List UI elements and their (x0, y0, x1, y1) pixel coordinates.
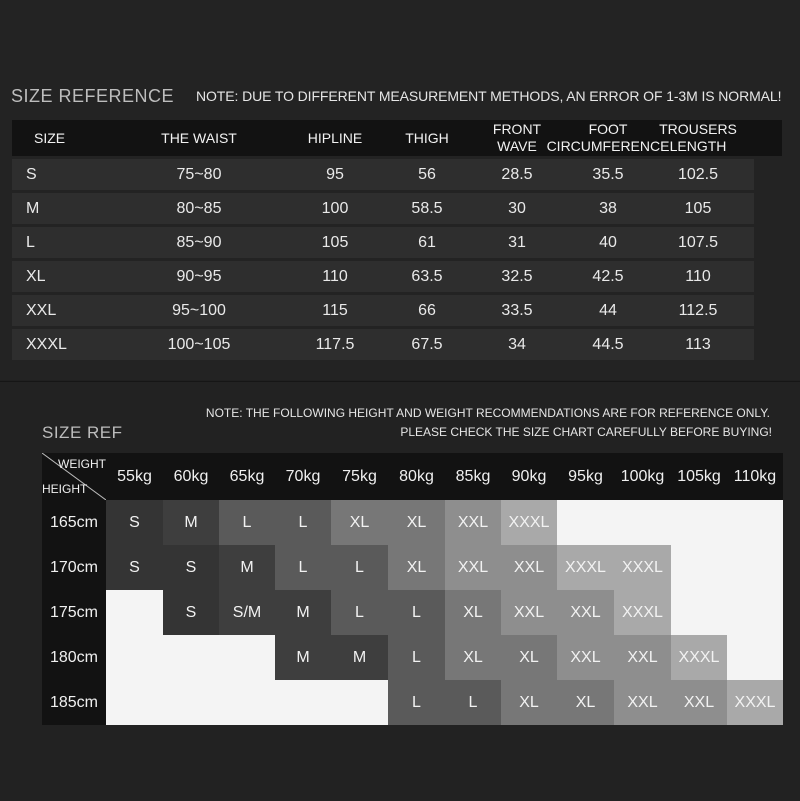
size-table-row (12, 329, 754, 360)
weight-header-cell: 65kg (219, 453, 275, 500)
size-grid-cell: XXXL (614, 545, 671, 590)
size-grid-cell: L (331, 545, 388, 590)
size-table-cell: 61 (418, 234, 436, 251)
empty-grid-cell (671, 590, 727, 635)
size-grid-cell: L (331, 590, 388, 635)
size-grid-cell: XXL (671, 680, 727, 725)
weight-header-cell: 70kg (275, 453, 331, 500)
size-table-cell: 100~105 (167, 336, 231, 353)
size-table-row (12, 159, 754, 190)
size-grid-cell: XXL (445, 545, 501, 590)
empty-grid-cell (331, 680, 388, 725)
size-table-cell: XXXL (26, 336, 67, 353)
empty-grid-cell (671, 545, 727, 590)
size-table-row (12, 295, 754, 326)
recommendation-note-line2: PLEASE CHECK THE SIZE CHART CAREFULLY BEFORE BUYING! (400, 425, 772, 439)
size-grid-cell: XL (445, 590, 501, 635)
height-header-cell: 185cm (42, 680, 106, 725)
size-table-cell: 63.5 (411, 268, 443, 285)
height-weight-grid (42, 453, 782, 725)
size-grid-cell: XXL (501, 545, 557, 590)
size-table-row (12, 227, 754, 258)
size-grid-cell: S (106, 500, 163, 545)
empty-grid-cell (219, 680, 275, 725)
weight-header-cell: 90kg (501, 453, 557, 500)
size-grid-cell: M (331, 635, 388, 680)
weight-header-cell: 55kg (106, 453, 163, 500)
size-table-cell: 44 (599, 302, 617, 319)
size-grid-cell: M (219, 545, 275, 590)
size-table-header-cell: HIPLINE (307, 129, 363, 146)
size-table-header-cell: FRONT WAVE (492, 121, 542, 154)
size-grid-cell: XL (388, 545, 445, 590)
height-header-cell: 170cm (42, 545, 106, 590)
size-grid-cell: XXL (614, 635, 671, 680)
empty-grid-cell (671, 500, 727, 545)
size-table-cell: 113 (685, 336, 711, 353)
empty-grid-cell (727, 590, 783, 635)
empty-grid-cell (727, 635, 783, 680)
size-grid-cell: XXXL (671, 635, 727, 680)
size-table-cell: 117.5 (315, 336, 355, 353)
size-grid-cell: XXL (614, 680, 671, 725)
size-table-cell: 33.5 (501, 302, 533, 319)
size-grid-cell: S (106, 545, 163, 590)
empty-grid-cell (219, 635, 275, 680)
size-grid-cell: M (275, 590, 331, 635)
size-grid-cell: S (163, 590, 219, 635)
size-grid-cell: L (445, 680, 501, 725)
height-header-cell: 165cm (42, 500, 106, 545)
size-table-cell: 95 (326, 166, 344, 183)
size-grid-cell: XXXL (614, 590, 671, 635)
size-table-cell: 67.5 (411, 336, 443, 353)
empty-grid-cell (106, 635, 163, 680)
empty-grid-cell (557, 500, 614, 545)
size-table-cell: 95~100 (172, 302, 226, 319)
weight-header-cell: 100kg (614, 453, 671, 500)
empty-grid-cell (163, 635, 219, 680)
size-grid-cell: L (388, 590, 445, 635)
weight-header-cell: 75kg (331, 453, 388, 500)
size-table-cell: 110 (685, 268, 711, 285)
size-table-cell: XXL (26, 302, 57, 319)
size-grid-cell: XL (501, 680, 557, 725)
size-table-cell: 35.5 (592, 166, 624, 183)
size-grid-cell: S (163, 545, 219, 590)
size-table-header-cell: SIZE (34, 129, 66, 146)
size-grid-cell: XL (445, 635, 501, 680)
size-grid-cell: XXL (501, 590, 557, 635)
size-grid-cell: M (275, 635, 331, 680)
size-table-cell: M (26, 200, 40, 217)
size-table-cell: 30 (508, 200, 526, 217)
size-table-cell: 80~85 (176, 200, 222, 217)
size-table-cell: 85~90 (176, 234, 222, 251)
size-table-cell: L (26, 234, 35, 251)
size-table-cell: 34 (508, 336, 526, 353)
height-axis-label: HEIGHT (42, 482, 88, 496)
size-grid-cell: L (388, 680, 445, 725)
size-grid-cell: XXXL (557, 545, 614, 590)
size-table-cell: 75~80 (176, 166, 222, 183)
size-table-cell: 40 (599, 234, 617, 251)
size-table-cell: 100 (321, 200, 349, 217)
grid-corner-header (42, 453, 106, 500)
size-table-row (12, 193, 754, 224)
size-table-cell: 32.5 (501, 268, 533, 285)
size-table-cell: 107.5 (677, 234, 719, 251)
size-table-cell: S (26, 166, 37, 183)
size-grid-cell: XL (557, 680, 614, 725)
size-table-cell: 44.5 (592, 336, 624, 353)
size-grid-cell: XXXL (727, 680, 783, 725)
size-table-cell: 90~95 (176, 268, 222, 285)
empty-grid-cell (106, 590, 163, 635)
size-grid-cell: L (388, 635, 445, 680)
size-table-cell: 28.5 (501, 166, 533, 183)
weight-header-cell: 105kg (671, 453, 727, 500)
empty-grid-cell (727, 500, 783, 545)
empty-grid-cell (275, 680, 331, 725)
size-table-cell: 105 (684, 200, 712, 217)
weight-header-cell: 110kg (727, 453, 783, 500)
size-table-row (12, 261, 754, 292)
weight-header-cell: 60kg (163, 453, 219, 500)
size-grid-cell: XXL (557, 635, 614, 680)
size-table-cell: 56 (418, 166, 436, 183)
size-table-cell: 112.5 (678, 302, 718, 319)
measurement-note: NOTE: DUE TO DIFFERENT MEASUREMENT METHODS, AN ERROR OF 1-3M IS NORMAL! (196, 88, 782, 104)
empty-grid-cell (727, 545, 783, 590)
size-grid-cell: M (163, 500, 219, 545)
empty-grid-cell (106, 680, 163, 725)
size-grid-cell: XXL (445, 500, 501, 545)
height-header-cell: 175cm (42, 590, 106, 635)
size-table-cell: 31 (508, 234, 526, 251)
size-grid-cell: XL (501, 635, 557, 680)
weight-axis-label: WEIGHT (58, 457, 106, 471)
size-grid-cell: L (275, 500, 331, 545)
empty-grid-cell (614, 500, 671, 545)
weight-header-cell: 85kg (445, 453, 501, 500)
size-table-header-cell: THIGH (405, 129, 449, 146)
size-ref-title: SIZE REF (42, 423, 123, 442)
size-grid-cell: S/M (219, 590, 275, 635)
size-table-header-cell: FOOT CIRCUMFERENCE (546, 121, 670, 154)
size-table-cell: XL (26, 268, 46, 285)
size-table-header (12, 120, 782, 156)
size-table-header-cell: TROUSERS LENGTH (659, 121, 737, 154)
size-table-cell: 38 (599, 200, 617, 217)
size-grid-cell: XL (388, 500, 445, 545)
size-grid-cell: L (219, 500, 275, 545)
recommendation-note-line1: NOTE: THE FOLLOWING HEIGHT AND WEIGHT RECOMMENDATIONS ARE FOR REFERENCE ONLY. (205, 406, 770, 420)
size-grid-cell: L (275, 545, 331, 590)
size-table-cell: 58.5 (411, 200, 443, 217)
size-reference-title: SIZE REFERENCE (11, 86, 175, 106)
size-table-cell: 66 (418, 302, 436, 319)
size-table-cell: 115 (322, 302, 348, 319)
size-grid-cell: XXXL (501, 500, 557, 545)
empty-grid-cell (163, 680, 219, 725)
weight-header-cell: 95kg (557, 453, 614, 500)
size-table-cell: 102.5 (677, 166, 719, 183)
size-table-header-cell: THE WAIST (161, 129, 237, 146)
weight-header-cell: 80kg (388, 453, 445, 500)
size-grid-cell: XXL (557, 590, 614, 635)
size-reference-table (12, 120, 754, 360)
height-header-cell: 180cm (42, 635, 106, 680)
size-table-cell: 110 (322, 268, 348, 285)
size-table-cell: 105 (321, 234, 349, 251)
size-table-cell: 42.5 (592, 268, 624, 285)
size-grid-cell: XL (331, 500, 388, 545)
